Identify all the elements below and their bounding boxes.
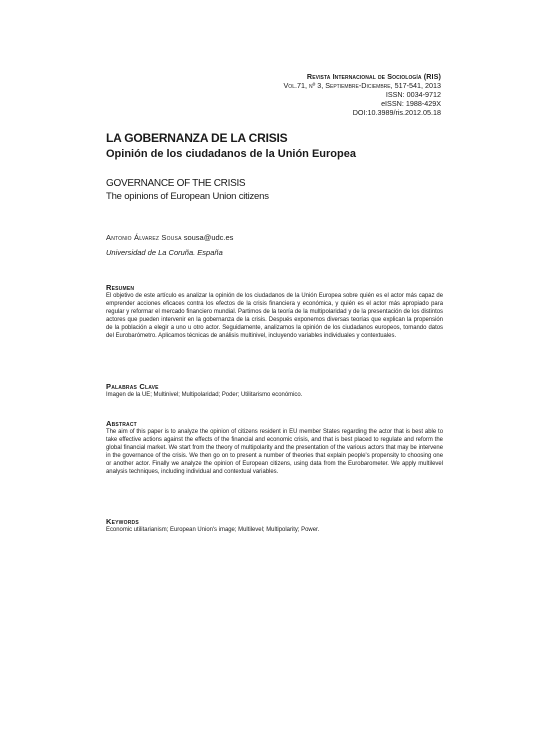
abstract-body: The aim of this paper is to analyze the opinion of citizens resident in EU member States regarding the actor that is best able to take effective actions against the effects of the financial and economic crisis, and that is best placed to regulate and reform the global financial market. We start from the theory of multipolarity and the presentation of the various actors that may be intervene in the governance of the crisis. We then go on to present a number of theories that explain people's propensity to choosing one or another actor. Finally we analyze the opinion of European citizens, using data from the Eurobarometer. We apply multilevel analysis techniques, including individual and contextual variables. bbox=[106, 429, 443, 476]
author-email: sousa@udc.es bbox=[183, 233, 234, 242]
resumen-section bbox=[106, 283, 443, 340]
palabras-clave-section bbox=[106, 382, 443, 399]
resumen-heading: Resumen bbox=[106, 283, 135, 292]
subtitle-spanish: Opinión de los ciudadanos de la Unión Europea bbox=[106, 148, 356, 160]
journal-name: Revista Internacional de Sociología (RIS) bbox=[306, 72, 441, 81]
abstract-section bbox=[106, 419, 443, 476]
subtitle-english: The opinions of European Union citizens bbox=[106, 191, 269, 202]
author-affiliation: Universidad de La Coruña. España bbox=[106, 248, 223, 257]
author-name: Antonio Álvarez Sousa bbox=[106, 233, 182, 242]
title-english: GOVERNANCE OF THE CRISIS bbox=[106, 178, 246, 189]
keywords-heading: Keywords bbox=[106, 517, 139, 526]
resumen-body: El objetivo de este artículo es analizar la opinión de los ciudadanos de la Unión Europea sobre quién es el actor más capaz de emprender acciones eficaces contra los efectos de la crisis financiera y económica, y quién es el actor más apropiado para regular y reformar el mercado financiero mundial. Partimos de la teoría de la multipolaridad y de la presentación de los distintos actores que pueden intervenir en la gobernanza de la crisis. Después exponemos diversas teorías que explican la propensión de la población a elegir a uno u otro actor. Seguidamente, analizamos la opinión de los ciudadanos europeos, tomando datos del Eurobarómetro. Aplicamos técnicas de análisis multinivel, incluyendo variables individuales y contextuales. bbox=[106, 293, 443, 340]
issn: ISSN: 0034-9712 bbox=[385, 90, 441, 100]
palabras-clave-heading: Palabras Clave bbox=[106, 382, 159, 391]
title-block bbox=[106, 131, 446, 203]
title-spanish: LA GOBERNANZA DE LA CRISIS bbox=[106, 131, 288, 145]
keywords-section bbox=[106, 517, 443, 534]
volume-info: Vol.71, nº 3, Septiembre-Diciembre, 517-541, 2013 bbox=[283, 81, 441, 91]
eissn: eISSN: 1988-429X bbox=[381, 99, 441, 109]
doi: DOI:10.3989/ris.2012.05.18 bbox=[352, 108, 441, 118]
keywords-body: Economic utilitarianism; European Union's image; Multilevel; Multipolarity; Power. bbox=[106, 527, 320, 533]
author-block bbox=[106, 233, 233, 258]
journal-header bbox=[284, 72, 441, 117]
abstract-heading: Abstract bbox=[106, 419, 137, 428]
palabras-clave-body: Imagen de la UE; Multinivel; Multipolaridad; Poder; Utilitarismo económico. bbox=[106, 392, 303, 398]
